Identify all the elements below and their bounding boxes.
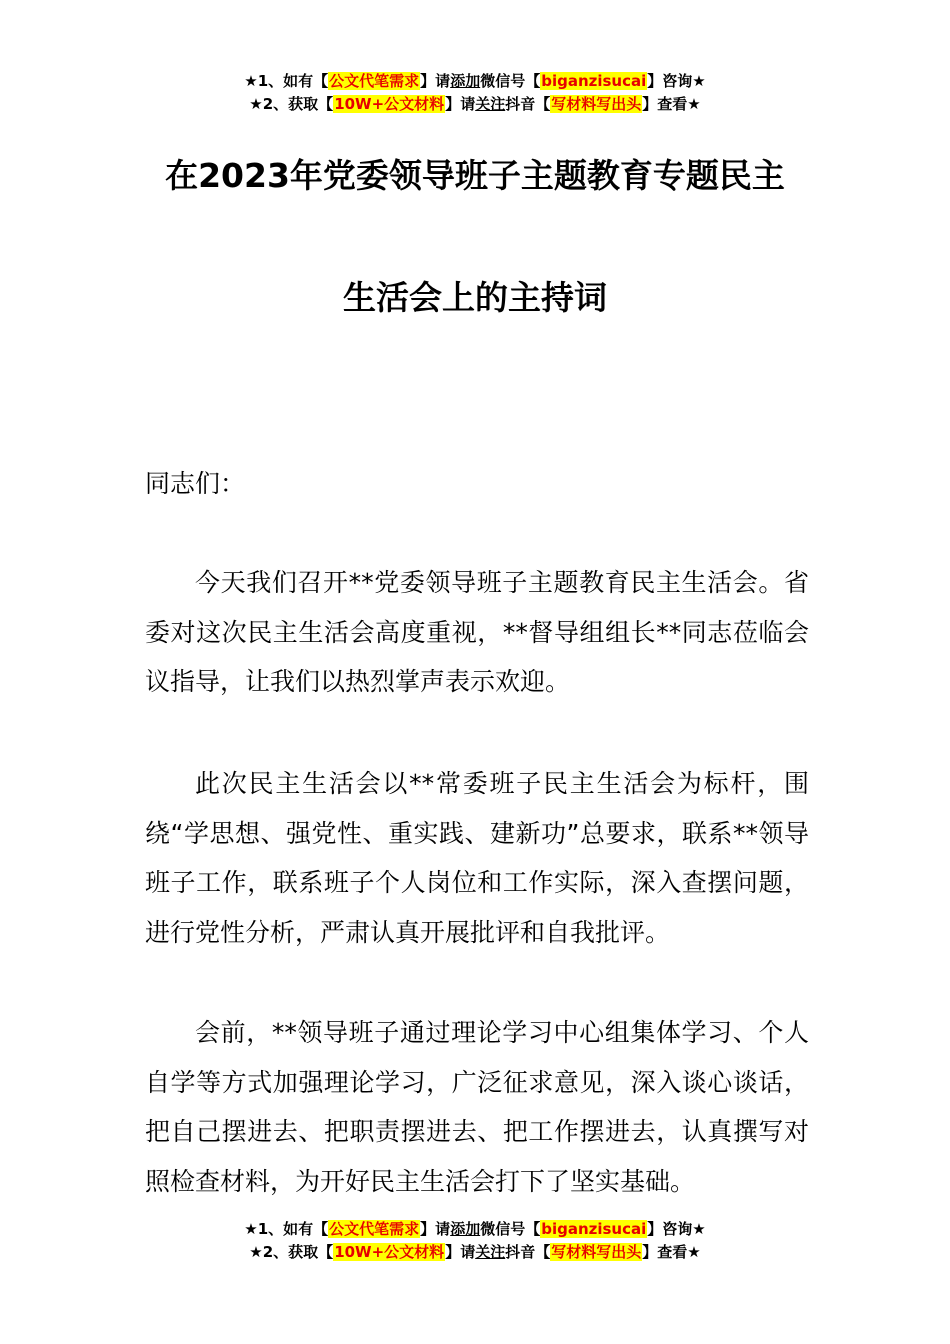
banner-line-1: ★1、如有【公文代笔需求】请添加微信号【biganzisucai】咨询★ bbox=[244, 1220, 706, 1238]
banner-line-2: ★2、获取【10W+公文材料】请关注抖音【写材料写出头】查看★ bbox=[249, 1243, 701, 1261]
banner-highlight: 写材料写出头 bbox=[551, 1243, 642, 1261]
banner-highlight: 写材料写出头 bbox=[551, 95, 642, 113]
body-paragraph-1: 今天我们召开**党委领导班子主题教育民主生活会。省委对这次民主生活会高度重视，**督导组组长**同志莅临会议指导，让我们以热烈掌声表示欢迎。 bbox=[145, 568, 809, 696]
salutation: 同志们： bbox=[145, 469, 246, 498]
body-paragraph-2: 此次民主生活会以**常委班子民主生活会为标杆，围绕“学思想、强党性、重实践、建新功”总要求，联系**领导班子工作，联系班子个人岗位和工作实际，深入查摆问题，进行党性分析，严肃认真开展批评和自我批评。 bbox=[145, 769, 809, 947]
banner-highlight: biganzisucai bbox=[541, 1220, 647, 1238]
banner-highlight: 10W+公文材料 bbox=[334, 95, 445, 113]
body-paragraph-3: 会前，**领导班子通过理论学习中心组集体学习、个人自学等方式加强理论学习，广泛征求意见，深入谈心谈话，把自己摆进去、把职责摆进去、把工作摆进去，认真撰写对照检查材料，为开好民主生活会打下了坚实基础。 bbox=[145, 1018, 809, 1196]
footer-banner bbox=[0, 1218, 950, 1264]
banner-highlight: 公文代笔需求 bbox=[329, 1220, 420, 1238]
banner-highlight: 公文代笔需求 bbox=[329, 72, 420, 90]
banner-highlight: 10W+公文材料 bbox=[334, 1243, 445, 1261]
header-banner bbox=[0, 70, 950, 116]
banner-line-1: ★1、如有【公文代笔需求】请添加微信号【biganzisucai】咨询★ bbox=[244, 72, 706, 90]
banner-highlight: biganzisucai bbox=[541, 72, 647, 90]
banner-line-2: ★2、获取【10W+公文材料】请关注抖音【写材料写出头】查看★ bbox=[249, 95, 701, 113]
document-title-line-1: 在2023年党委领导班子主题教育专题民主 bbox=[165, 156, 785, 195]
document-title-line-2: 生活会上的主持词 bbox=[343, 278, 607, 317]
